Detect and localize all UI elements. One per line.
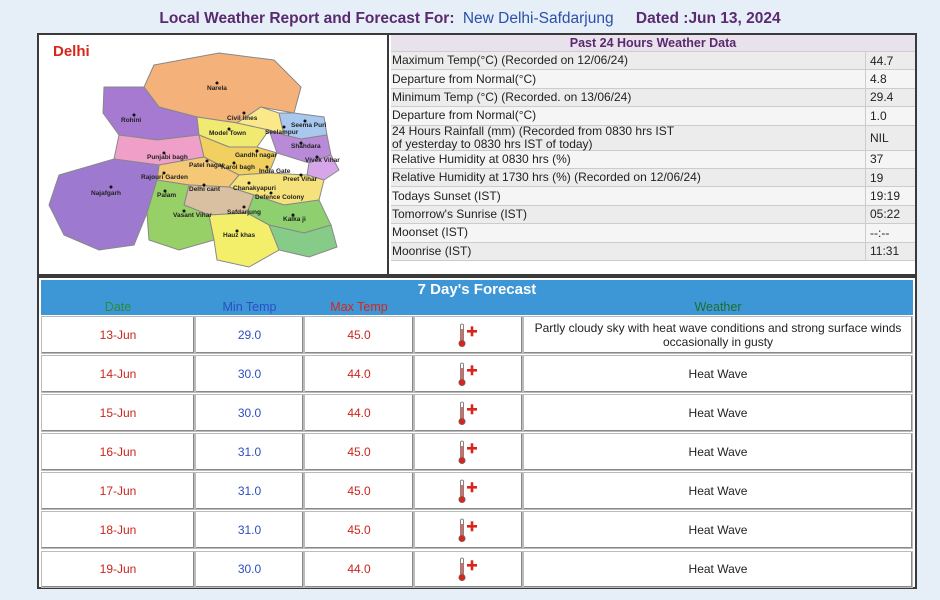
past-row-value: 11:31 [865,243,915,260]
past-row [391,243,915,261]
report-date: Dated :Jun 13, 2024 [635,10,781,27]
forecast-row [41,511,913,549]
header-weather: Weather [694,300,742,314]
past-row [391,169,915,187]
past-row-label [391,206,865,223]
map-label: Shahdara [291,143,321,150]
past-row-label [391,89,865,106]
station-name: New Delhi-Safdarjung [462,10,614,27]
past-24-title: Past 24 Hours Weather Data [391,35,915,52]
map-label: Seelampur [265,129,299,136]
thermometer-plus-icon [414,355,523,393]
forecast-max-temp: 45.0 [304,316,414,354]
forecast-min-temp: 29.0 [195,316,304,354]
thermometer-plus-icon [414,472,523,510]
forecast-min-temp: 31.0 [195,472,304,510]
delhi-district-map [39,35,389,274]
current-weather-panel [37,33,917,276]
forecast-max-temp: 45.0 [304,433,414,471]
forecast-max-temp: 44.0 [304,355,414,393]
map-label: Narela [207,85,227,92]
header-min-temp: Min Temp [222,300,277,314]
map-label: Preet Vihar [283,176,318,183]
forecast-date: 14-Jun [41,355,195,393]
forecast-min-temp: 30.0 [195,551,304,589]
forecast-weather: Partly cloudy sky with heat wave conditions and strong surface winds occasionally in gusty [523,316,913,354]
past-24-hours-table [391,35,915,274]
thermometer-plus-icon [414,433,523,471]
past-row [391,107,915,125]
past-row-label-text: Relative Humidity at 1730 hrs (%) (Recorded on 12/06/24) [392,170,701,185]
past-row-label-text: Minimum Temp (°C) (Recorded. on 13/06/24) [392,89,632,104]
forecast-row [41,316,913,354]
map-label: Kalka ji [283,216,306,223]
past-row-value: NIL [865,126,915,150]
map-label: Punjabi bagh [147,154,188,161]
past-row-label [391,70,865,87]
past-row-value: 1.0 [865,107,915,124]
forecast-max-temp: 45.0 [304,511,414,549]
map-label: Defence Colony [255,194,305,201]
forecast-date: 17-Jun [41,472,195,510]
forecast-weather: Heat Wave [523,511,913,549]
page-header [0,10,940,34]
forecast-max-temp: 44.0 [304,551,414,589]
forecast-weather: Heat Wave [523,394,913,432]
past-row-label-text: Moonrise (IST) [392,243,472,258]
past-row-value: 29.4 [865,89,915,106]
map-label: Rohini [121,117,142,124]
header-date: Date [104,300,132,314]
forecast-row [41,355,913,393]
forecast-title: 7 Day's Forecast [41,280,913,300]
forecast-header-row [41,300,913,315]
forecast-min-temp: 30.0 [195,355,304,393]
map-label: Seema Puri [291,122,327,129]
past-row [391,70,915,88]
past-row-value: 05:22 [865,206,915,223]
thermometer-plus-icon [414,511,523,549]
forecast-date: 16-Jun [41,433,195,471]
past-row-label [391,224,865,241]
past-row-label-text: Todays Sunset (IST) [392,188,501,203]
map-label: Patel nagar [189,162,225,169]
forecast-row [41,433,913,471]
past-row-label-text-2: of yesterday to 0830 hrs IST of today) [392,136,593,151]
past-row-value: 19:19 [865,187,915,204]
forecast-min-temp: 31.0 [195,511,304,549]
past-row-label [391,52,865,69]
past-row-label-text: Relative Humidity at 0830 hrs (%) [392,151,571,166]
past-row-label-text: 24 Hours Rainfall (mm) (Recorded from 0830 hrs IST [392,123,675,138]
map-label: Karol bagh [221,164,255,171]
header-max-temp: Max Temp [330,300,388,314]
past-row [391,52,915,70]
past-row-label-text: Departure from Normal(°C) [392,71,537,86]
past-row-label [391,243,865,260]
past-row [391,151,915,169]
forecast-weather: Heat Wave [523,433,913,471]
past-row-label [391,151,865,168]
past-row-label [391,169,865,186]
forecast-row [41,472,913,510]
forecast-weather: Heat Wave [523,472,913,510]
map-label: Chanakyapuri [233,185,276,192]
past-row [391,89,915,107]
delhi-map [39,35,389,274]
forecast-panel [37,276,917,589]
forecast-date: 15-Jun [41,394,195,432]
past-row-label-text: Tomorrow's Sunrise (IST) [392,206,527,221]
past-row-value: 44.7 [865,52,915,69]
forecast-weather: Heat Wave [523,355,913,393]
past-row-value: 37 [865,151,915,168]
header-label: Local Weather Report and Forecast For: [159,10,455,27]
past-row-value: --:-- [865,224,915,241]
forecast-rows [41,316,913,590]
map-label: Model Town [209,130,247,137]
forecast-row [41,394,913,432]
map-label: Rajouri Garden [141,174,188,181]
thermometer-plus-icon [414,394,523,432]
map-label: Vivek Vihar [305,157,340,164]
map-label: Safdarjung [227,209,261,216]
map-label: Vasant Vihar [173,212,212,219]
past-row [391,206,915,224]
past-row-label [391,107,865,124]
forecast-max-temp: 45.0 [304,472,414,510]
map-label: Najafgarh [91,190,121,197]
forecast-max-temp: 44.0 [304,394,414,432]
past-row [391,187,915,205]
forecast-row [41,551,913,589]
map-label: India Gate [259,168,291,175]
past-row [391,224,915,242]
past-row-label-text: Departure from Normal(°C) [392,108,537,123]
thermometer-plus-icon [414,316,523,354]
map-label: Palam [157,192,177,199]
header-icon [414,300,523,315]
past-row-label [391,187,865,204]
thermometer-plus-icon [414,551,523,589]
past-row-value: 4.8 [865,70,915,87]
forecast-date: 13-Jun [41,316,195,354]
forecast-weather: Heat Wave [523,551,913,589]
map-label: Civil lines [227,115,258,122]
forecast-min-temp: 30.0 [195,394,304,432]
forecast-date: 19-Jun [41,551,195,589]
past-row-label [391,123,865,151]
forecast-min-temp: 31.0 [195,433,304,471]
past-row [391,123,915,151]
map-label: Delhi cant [189,186,221,193]
past-row-label-text: Maximum Temp(°C) (Recorded on 12/06/24) [392,53,629,68]
past-row-label-text: Moonset (IST) [392,225,469,240]
map-label: Hauz khas [223,232,256,239]
forecast-date: 18-Jun [41,511,195,549]
map-title: Delhi [53,43,90,60]
past-row-value: 19 [865,169,915,186]
map-label: Gandhi nagar [235,152,277,159]
